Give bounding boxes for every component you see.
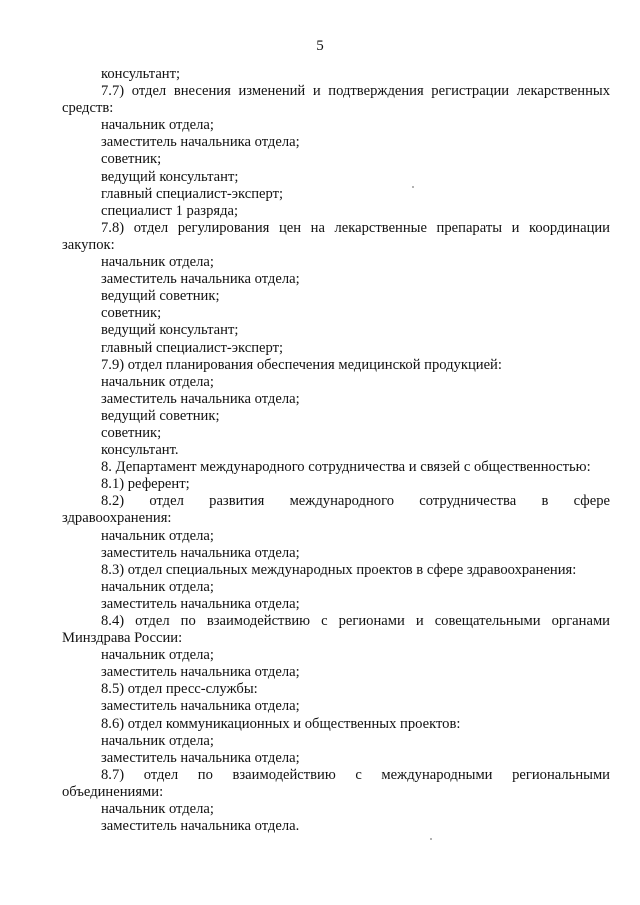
scan-speck xyxy=(430,838,432,840)
document-line: заместитель начальника отдела; xyxy=(101,544,300,561)
document-line: советник; xyxy=(101,424,162,441)
document-line: 8.6) отдел коммуникационных и общественных проектов: xyxy=(101,715,461,732)
document-line: заместитель начальника отдела. xyxy=(101,818,300,835)
document-line: советник; xyxy=(101,151,162,168)
document-line: 7.7) отдел внесения изменений и подтверждения регистрации лекарственных xyxy=(101,83,610,100)
document-line: 8.7) отдел по взаимодействию с международными региональными xyxy=(101,766,610,783)
document-body xyxy=(62,66,610,835)
document-line: Минздрава России: xyxy=(62,630,183,647)
document-line: 7.8) отдел регулирования цен на лекарственные препараты и координации xyxy=(101,219,610,236)
document-line: 7.9) отдел планирования обеспечения медицинской продукцией: xyxy=(101,356,502,373)
document-line: начальник отдела; xyxy=(101,647,214,664)
document-line: заместитель начальника отдела; xyxy=(101,390,300,407)
document-line: заместитель начальника отдела; xyxy=(101,664,300,681)
document-line: начальник отдела; xyxy=(101,801,214,818)
document-line: объединениями: xyxy=(62,783,164,800)
document-line: 8. Департамент международного сотрудничества и связей с общественностью: xyxy=(101,459,591,476)
document-line: начальник отдела; xyxy=(101,254,214,271)
document-line: 8.3) отдел специальных международных проектов в сфере здравоохранения: xyxy=(101,561,577,578)
document-line: ведущий консультант; xyxy=(101,322,239,339)
document-line: заместитель начальника отдела; xyxy=(101,698,300,715)
document-line: главный специалист-эксперт; xyxy=(101,185,284,202)
document-line: 8.5) отдел пресс-службы: xyxy=(101,681,258,698)
document-line: консультант; xyxy=(101,66,181,82)
document-line: заместитель начальника отдела; xyxy=(101,595,300,612)
document-line: ведущий советник; xyxy=(101,288,220,305)
document-line: заместитель начальника отдела; xyxy=(101,271,300,288)
document-line: главный специалист-эксперт; xyxy=(101,339,284,356)
page-number: 5 xyxy=(316,38,324,54)
document-line: начальник отдела; xyxy=(101,373,214,390)
document-line: заместитель начальника отдела; xyxy=(101,134,300,151)
document-line: начальник отдела; xyxy=(101,732,214,749)
document-line: начальник отдела; xyxy=(101,527,214,544)
document-line: средств: xyxy=(62,100,114,117)
document-line: закупок: xyxy=(62,236,115,253)
document-line: советник; xyxy=(101,305,162,322)
document-line: заместитель начальника отдела; xyxy=(101,749,300,766)
document-line: специалист 1 разряда; xyxy=(101,202,239,219)
document-line: 8.4) отдел по взаимодействию с регионами и совещательными органами xyxy=(101,613,610,629)
document-line: начальник отдела; xyxy=(101,578,214,595)
document-line: ведущий советник; xyxy=(101,407,220,424)
document-line: 8.2) отдел развития международного сотрудничества в сфере xyxy=(101,493,610,510)
document-line: ведущий консультант; xyxy=(101,168,239,185)
document-line: консультант. xyxy=(101,442,179,459)
document-line: 8.1) референт; xyxy=(101,476,190,493)
document-line: начальник отдела; xyxy=(101,117,214,134)
document-line: здравоохранения: xyxy=(62,510,172,527)
scan-speck xyxy=(412,186,414,188)
